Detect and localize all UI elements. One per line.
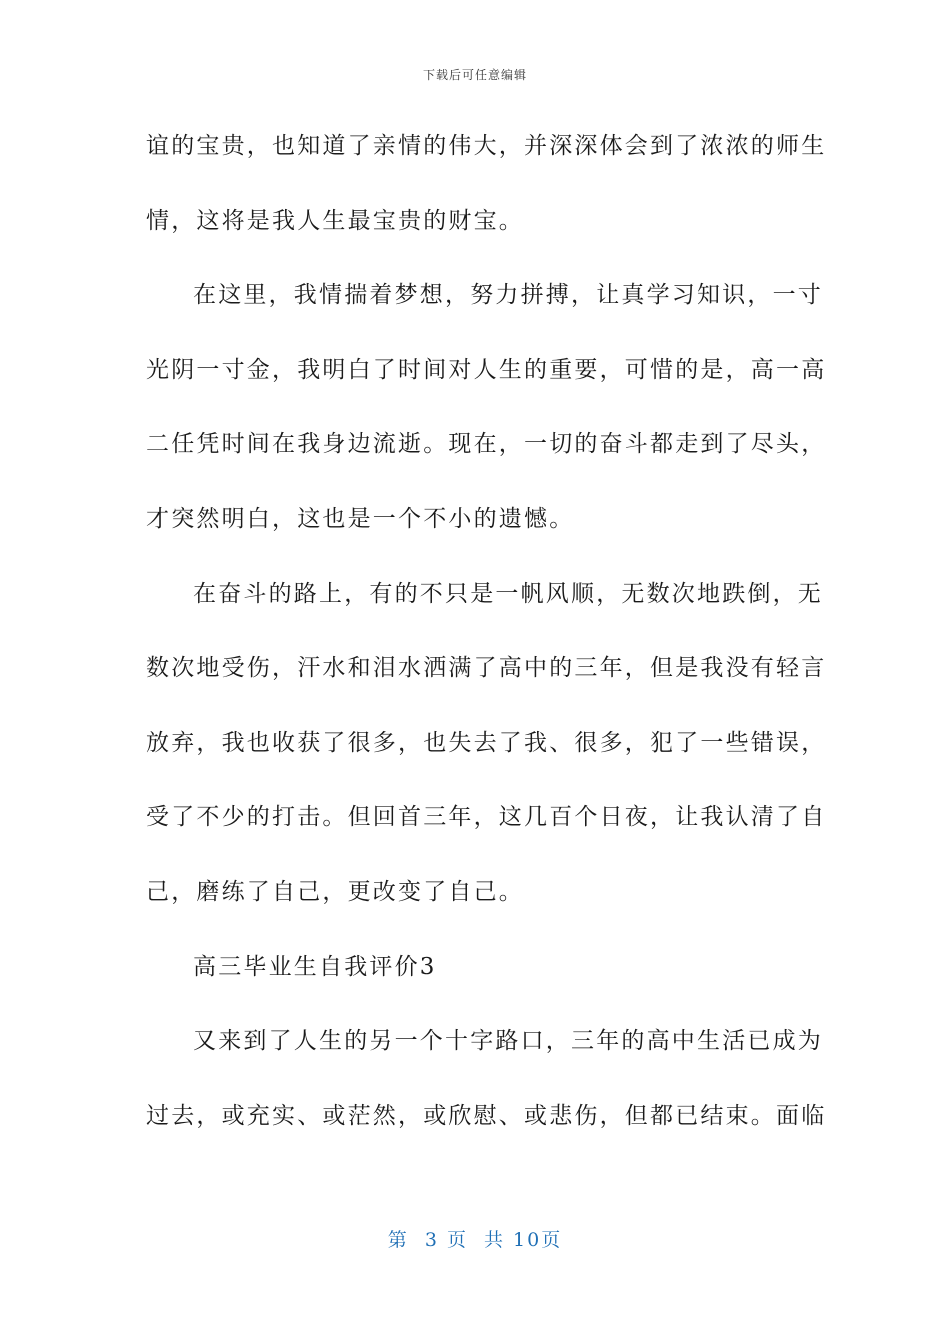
text-line-13: 又来到了人生的另一个十字路口，三年的高中生活已成为 (193, 1028, 823, 1055)
page-number-footer: 第 3 页 共 10页 (387, 1229, 563, 1251)
text-line-10: 受了不少的打击。但回首三年，这几百个日夜，让我认清了自 (146, 804, 827, 831)
text-line-14: 过去，或充实、或茫然，或欣慰、或悲伤，但都已结束。面临 (146, 1102, 827, 1129)
text-line-11: 己，磨练了自己，更改变了自己。 (146, 878, 524, 905)
section-heading: 高三毕业生自我评价3 (193, 953, 437, 980)
text-line-3: 在这里，我情揣着梦想，努力拼搏，让真学习知识，一寸 (193, 282, 823, 309)
text-line-8: 数次地受伤，汗水和泪水洒满了高中的三年，但是我没有轻言 (146, 655, 827, 682)
text-line-1: 谊的宝贵，也知道了亲情的伟大，并深深体会到了浓浓的师生 (146, 133, 827, 159)
page-header: 下载后可任意编辑 (422, 68, 527, 82)
text-line-4: 光阴一寸金，我明白了时间对人生的重要，可惜的是，高一高 (146, 356, 827, 383)
text-line-7: 在奋斗的路上，有的不只是一帆风顺，无数次地跌倒，无 (193, 580, 823, 607)
text-line-9: 放弃，我也收获了很多，也失去了我、很多，犯了一些错误， (146, 729, 827, 756)
text-line-2: 情，这将是我人生最宝贵的财宝。 (146, 207, 524, 234)
text-line-6: 才突然明白，这也是一个不小的遗憾。 (146, 505, 575, 532)
text-line-5: 二任凭时间在我身边流逝。现在，一切的奋斗都走到了尽头， (146, 431, 827, 458)
document-body (146, 120, 827, 1164)
